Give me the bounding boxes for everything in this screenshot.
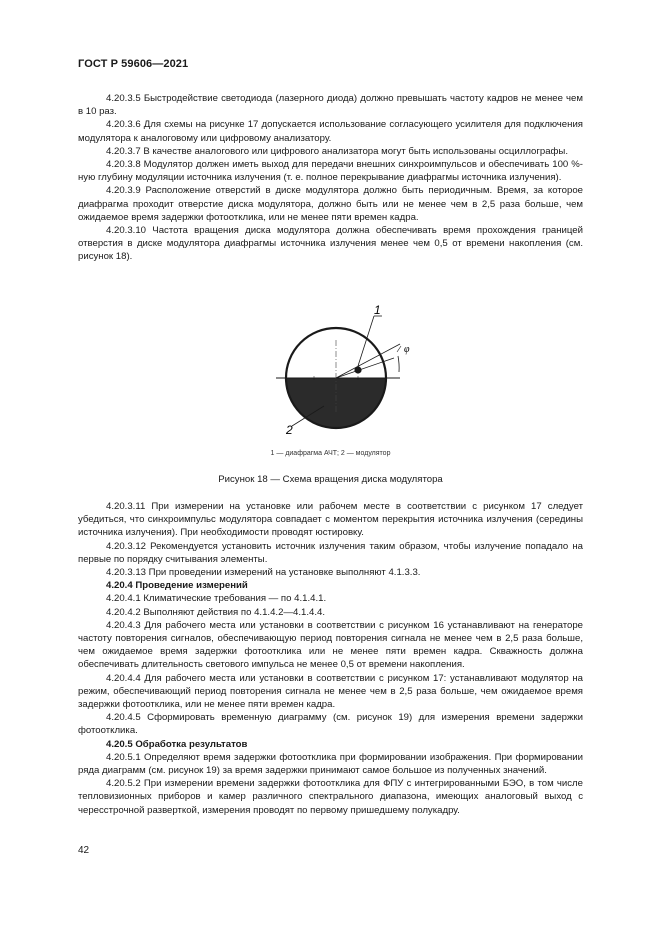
- paragraph: 4.20.3.6 Для схемы на рисунке 17 допускается использование согласующего усилителя для подключения модулятора к аналоговому или цифровому анализатору.: [78, 119, 583, 144]
- modulator-disk-figure: [270, 300, 420, 442]
- paragraph: 4.20.3.10 Частота вращения диска модулятора должна обеспечивать время прохождения границей отверстия в диске модулятора диафрагмы источника излучения менее чем 0,5 от времени накопления (см. рисунок 18).: [78, 225, 583, 263]
- section-heading: 4.20.4 Проведение измерений: [106, 580, 248, 592]
- paragraph: 4.20.3.11 При измерении на установке или рабочем месте в соответствии с рисунком 17 следует убедиться, что синхроимпульс модулятора совпадает с моментом перекрытия источника излучения (середины источника излучения). При необходимости проводят юстировку.: [78, 501, 583, 539]
- paragraph: 4.20.3.9 Расположение отверстий в диске модулятора должно быть периодичным. Время, за которое диафрагма проходит отверстие диска модулятора, должно быть или не менее чем в 2,5 раза больше, чем ожидаемое время задержки фотоотклика, или не менее пяти времен кадра.: [78, 185, 583, 223]
- phi-label: φ: [404, 344, 410, 355]
- text-block-2: [78, 500, 583, 817]
- paragraph: 4.20.4.3 Для рабочего места или установки в соответствии с рисунком 16 устанавливают на генераторе частоту повторения сигналов, обеспечивающую период повторения сигнала не менее чем в 2,5 раза больше, чем ожидаемое время задержки фотоотклика или не менее пяти времен кадра. Скважность должна обеспечивать длительность светового импульса не менее 0,5 от времени накопления.: [78, 619, 583, 671]
- section-heading: 4.20.5 Обработка результатов: [106, 738, 248, 750]
- paragraph: 4.20.3.5 Быстродействие светодиода (лазерного диода) должно превышать частоту кадров не менее чем в 10 раз.: [78, 93, 583, 118]
- phi-tick: [397, 346, 401, 352]
- document-header: ГОСТ Р 59606—2021: [78, 58, 189, 70]
- paragraph: 4.20.4.2 Выполняют действия по 4.1.4.2—4.1.4.4.: [106, 606, 326, 618]
- phi-arc: [398, 356, 399, 372]
- text-block-1: [78, 92, 583, 264]
- figure-caption: Рисунок 18 — Схема вращения диска модулятора: [218, 474, 443, 485]
- figure-label-1: 1: [374, 303, 381, 317]
- figure-label-2: 2: [286, 423, 293, 437]
- leader-1: [358, 316, 374, 366]
- aperture-dot: [354, 366, 361, 373]
- figure-legend: 1 — диафрагма АЧТ; 2 — модулятор: [270, 450, 391, 457]
- paragraph: 4.20.4.4 Для рабочего места или установки в соответствии с рисунком 17: устанавливают модулятор на режим, обеспечивающий период повторения сигнала не менее чем в 2,5 раза больше, чем ожидаемое время задержки фотоотклика, или не менее пяти времен кадра.: [78, 672, 583, 711]
- paragraph: 4.20.4.5 Сформировать временную диаграмму (см. рисунок 19) для измерения времени задержки фотоотклика.: [78, 712, 583, 737]
- paragraph: 4.20.3.8 Модулятор должен иметь выход для передачи внешних синхроимпульсов и обеспечивать 100 %-ную глубину модуляции источника излучения (т. е. полное перекрывание диафрагмы источника излучения).: [78, 159, 583, 184]
- paragraph: 4.20.5.2 При измерении времени задержки фотоотклика для ФПУ с интегрированными БЭО, в том числе тепловизионных приборов и камер различного спектрального диапазона, имеющих аналоговый выход с чересстрочной разверткой, измерения проводят по первому пришедшему полукадру.: [78, 778, 583, 816]
- paragraph: 4.20.5.1 Определяют время задержки фотоотклика при формировании изображения. При формировании ряда диаграмм (см. рисунок 19) за время задержки принимают самое большое из полученных значений.: [78, 751, 583, 777]
- paragraph: 4.20.3.7 В качестве аналогового или цифрового анализатора могут быть использованы осциллографы.: [106, 145, 568, 157]
- paragraph: 4.20.3.12 Рекомендуется установить источник излучения таким образом, чтобы излучение попадало на первые по порядку считывания элементы.: [78, 540, 583, 565]
- paragraph: 4.20.3.13 При проведении измерений на установке выполняют 4.1.3.3.: [106, 567, 421, 579]
- ray-outer: [336, 344, 400, 378]
- paragraph: 4.20.4.1 Климатические требования — по 4.1.4.1.: [106, 593, 327, 605]
- page-number: 42: [78, 845, 90, 856]
